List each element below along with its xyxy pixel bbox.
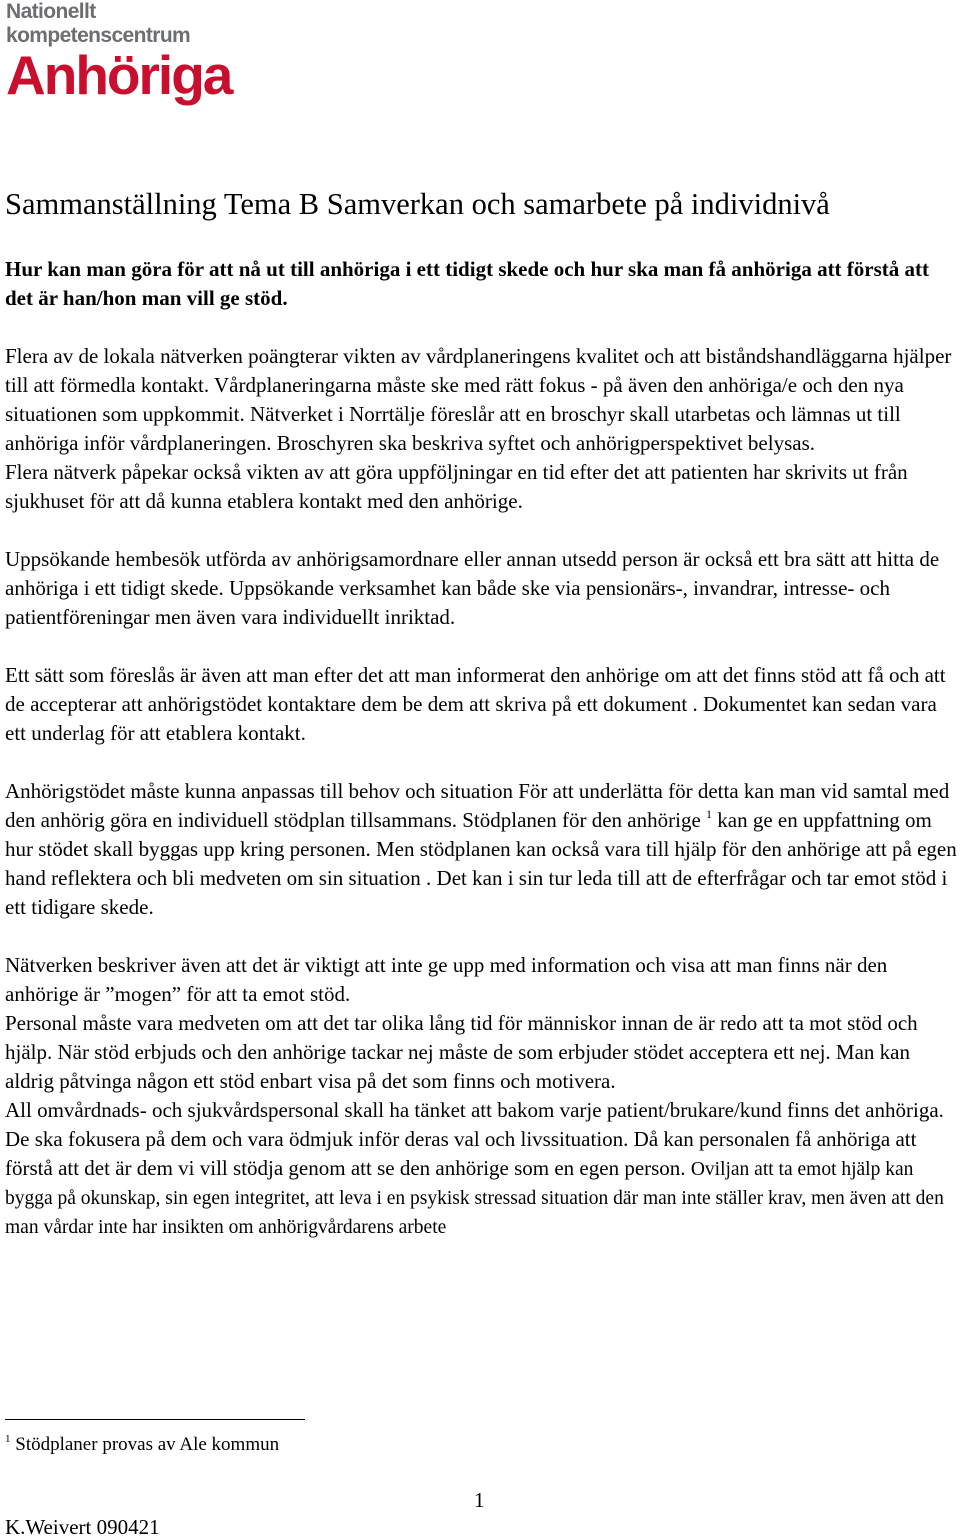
footnote-reference[interactable]: 1	[706, 807, 713, 821]
footnote-number: 1	[5, 1433, 11, 1445]
paragraph-dokument: Ett sätt som föreslås är även att man efter det att man informerat den anhörige om att det finns stöd att få och att de accepterar att anhörigstödet kontaktare dem be dem att skriva på ett dokument . Dokumentet kan sedan vara ett underlag för att etablera kontakt.	[5, 663, 946, 745]
paragraph-personal: Personal måste vara medveten om att det tar olika lång tid för människor innan de är redo att ta mot stöd och hjälp. När stöd erbjuds och den anhörige tackar nej måste de som erbjuder stödet acceptera ett nej. Man kan aldrig påtvinga någon ett stöd enbart visa på det som finns och motivera.	[5, 1011, 918, 1093]
author-date: K.Weivert 090421	[5, 1515, 160, 1539]
paragraph-information: Nätverken beskriver även att det är viktigt att inte ge upp med information och visa att man finns när den anhörige är ”mogen” för att ta emot stöd.	[5, 953, 888, 1006]
paragraph-stodplan-part2: kan ge en uppfattning om hur stödet skall byggas upp kring personen. Men stödplanen kan också vara till hjälp för den anhörige att på egen hand reflektera och bli medveten om sin situation . Det kan i sin tur leda till att de efterfrågar och tar emot stöd i ett tidigare skede.	[5, 808, 957, 919]
spacer	[5, 632, 959, 661]
paragraph-omvardnad-main: All omvårdnads- och sjukvårdspersonal skall ha tänket att bakom varje patient/brukare/kund finns det anhöriga. De ska fokusera på dem och vara ödmjuk inför deras val och livssituation. Då kan personalen få anhöriga att förstå att det är dem vi vill stödja genom att se den anhörige som en egen person.	[5, 1098, 944, 1180]
logo-line-1: Nationellt	[6, 0, 96, 23]
paragraph-vardplanering: Flera av de lokala nätverken poängterar vikten av vårdplaneringens kvalitet och att biståndshandläggarna hjälper till att förmedla kontakt. Vårdplaneringarna måste ske med rätt fokus - på även den anhöriga/e och den nya situationen som uppkommit. Nätverket i Norrtälje föreslår att en broschyr skall utarbetas och lämnas ut till anhöriga inför vårdplaneringen. Broschyren ska beskriva syftet och anhörigperspektivet belysas.	[5, 344, 952, 455]
document-body	[5, 255, 959, 1241]
footnote-text: Stödplaner provas av Ale kommun	[15, 1434, 280, 1455]
logo-line-3: Anhöriga	[6, 44, 232, 106]
paragraph-uppfoljning: Flera nätverk påpekar också vikten av att göra uppföljningar en tid efter det att patienten har skrivits ut från sjukhuset för att då kunna etablera kontakt med den anhörige.	[5, 460, 908, 513]
paragraph-uppsokande: Uppsökande hembesök utförda av anhörigsamordnare eller annan utsedd person är också ett bra sätt att hitta de anhöriga i ett tidigt skede. Uppsökande verksamhet kan både ske via pensionärs-, invandrar, intresse- och patientföreningar men även vara individuellt inriktad.	[5, 547, 940, 629]
spacer	[5, 922, 959, 951]
paragraph-stodplan	[5, 777, 959, 922]
spacer	[5, 516, 959, 545]
organization-logo	[6, 0, 232, 106]
spacer	[5, 313, 959, 342]
footnote-separator	[5, 1419, 305, 1420]
logo-line-2: kompetenscentrum	[6, 24, 191, 47]
paragraph-oviljan: Oviljan att ta emot hjälp kan bygga på okunskap, sin egen integritet, att leva i en psykisk stressad situation där man inte ställer krav, men även att den man vårdar inte har insikten om anhörigvårdarens arbete	[5, 1159, 944, 1238]
lead-question: Hur kan man göra för att nå ut till anhöriga i ett tidigt skede och hur ska man få anhöriga att förstå att det är han/hon man vill ge stöd.	[5, 257, 930, 310]
spacer	[5, 748, 959, 777]
document-title: Sammanställning Tema B Samverkan och samarbete på individnivå	[5, 187, 830, 221]
page-number: 1	[474, 1488, 485, 1512]
paragraph-stodplan-part1: Anhörigstödet måste kunna anpassas till behov och situation För att underlätta för detta kan man vid samtal med den anhörig göra en individuell stödplan tillsammans. Stödplanen för den anhörige	[5, 779, 950, 832]
paragraph-omvardnad	[5, 1096, 959, 1241]
footnote	[5, 1432, 279, 1458]
